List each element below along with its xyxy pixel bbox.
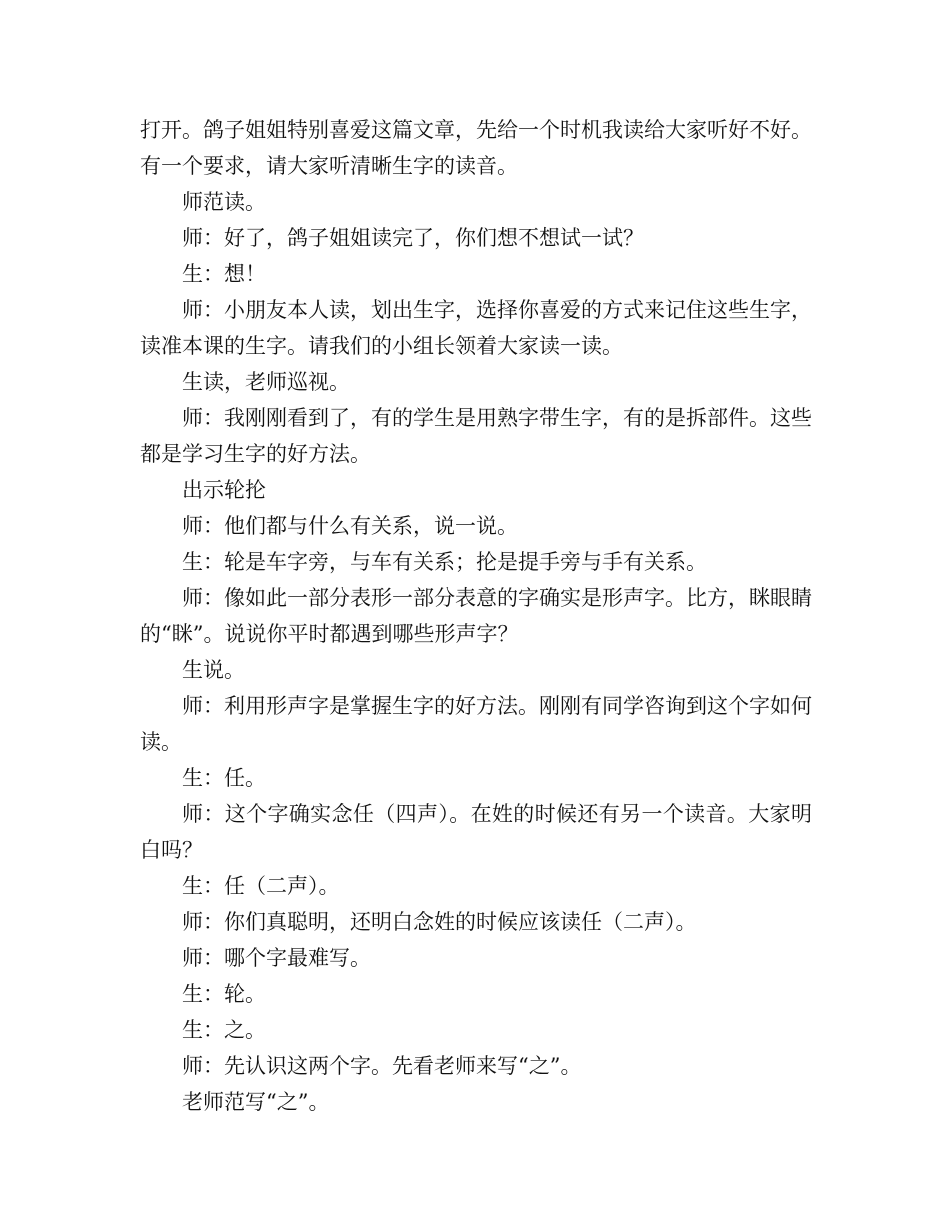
paragraph: 生：轮是车字旁，与车有关系；抡是提手旁与手有关系。: [182, 550, 707, 574]
paragraph: 生：轮。: [182, 982, 266, 1006]
paragraph: 生说。: [182, 658, 245, 682]
document-body: [140, 112, 812, 1120]
paragraph: 师：你们真聪明，还明白念姓的时候应该读任（二声）。: [182, 910, 697, 934]
paragraph: 生：任（二声）。: [182, 874, 340, 898]
paragraph: 生：任。: [182, 766, 266, 790]
paragraph: 师：小朋友本人读，划出生字，选择你喜爱的方式来记住这些生字，读准本课的生字。请我们的小组长领着大家读一读。: [140, 298, 812, 358]
paragraph: 生读，老师巡视。: [182, 370, 350, 394]
paragraph: 出示轮抡: [182, 478, 266, 502]
paragraph: 师：这个字确实念任（四声）。在姓的时候还有另一个读音。大家明白吗？: [140, 802, 812, 862]
paragraph: 生：想！: [182, 262, 266, 286]
paragraph: 师：先认识这两个字。先看老师来写“之”。: [182, 1054, 582, 1078]
paragraph: 师：哪个字最难写。: [182, 946, 371, 970]
paragraph: 师：他们都与什么有关系，说一说。: [182, 514, 518, 538]
paragraph: 师：好了，鸽子姐姐读完了，你们想不想试一试？: [182, 226, 644, 250]
paragraph: 师：我刚刚看到了，有的学生是用熟字带生字，有的是拆部件。这些都是学习生字的好方法。: [140, 406, 812, 466]
paragraph: 师：像如此一部分表形一部分表意的字确实是形声字。比方，眯眼睛的“眯”。说说你平时都遇到哪些形声字？: [140, 586, 812, 646]
paragraph: 生：之。: [182, 1018, 266, 1042]
paragraph: 师：利用形声字是掌握生字的好方法。刚刚有同学咨询到这个字如何读。: [140, 694, 812, 754]
paragraph: 打开。鸽子姐姐特别喜爱这篇文章，先给一个时机我读给大家听好不好。有一个要求，请大家听清晰生字的读音。: [140, 118, 812, 178]
paragraph: 老师范写“之”。: [182, 1090, 330, 1114]
paragraph: 师范读。: [182, 190, 266, 214]
